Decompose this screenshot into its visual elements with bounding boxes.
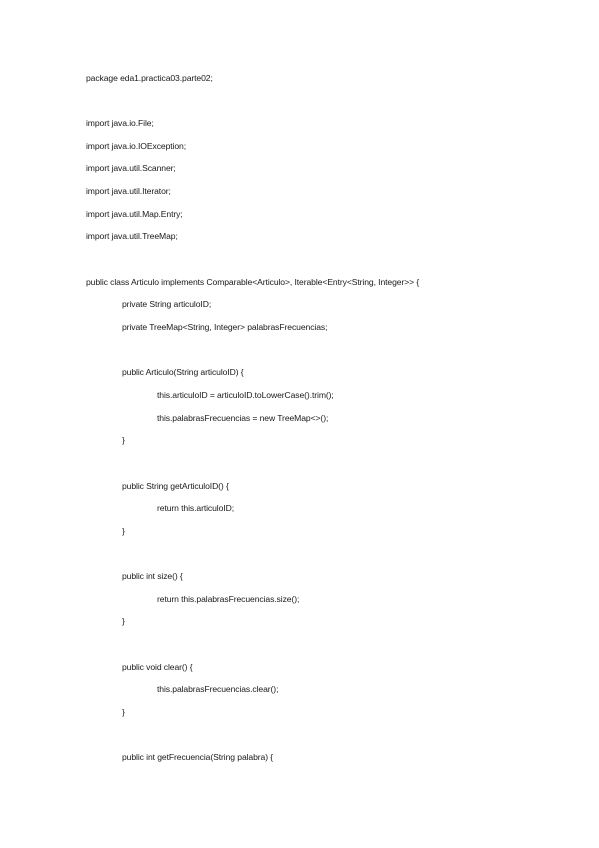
code-line-return-size: return this.palabrasFrecuencias.size(); bbox=[157, 594, 300, 604]
code-line-assign-map: this.palabrasFrecuencias = new TreeMap<>(); bbox=[157, 413, 329, 423]
code-line-field-palabras: private TreeMap<String, Integer> palabrasFrecuencias; bbox=[122, 322, 328, 332]
code-line-import-iterator: import java.util.Iterator; bbox=[86, 186, 171, 196]
code-line-class-declaration: public class Articulo implements Comparable<Articulo>, Iterable<Entry<String, Integer>> { bbox=[86, 277, 420, 287]
code-line-import-treemap: import java.util.TreeMap; bbox=[86, 231, 178, 241]
code-line-import-entry: import java.util.Map.Entry; bbox=[86, 209, 183, 219]
code-line-constructor: public Articulo(String articuloID) { bbox=[122, 367, 244, 377]
code-line-package: package eda1.practica03.parte02; bbox=[86, 73, 213, 83]
code-line-return-id: return this.articuloID; bbox=[157, 503, 234, 513]
code-line-close-brace: } bbox=[122, 616, 125, 626]
code-line-field-articuloid: private String articuloID; bbox=[122, 299, 212, 309]
code-line-clear-call: this.palabrasFrecuencias.clear(); bbox=[157, 684, 279, 694]
code-line-getfrecuencia-declaration: public int getFrecuencia(String palabra) { bbox=[122, 752, 274, 762]
code-line-close-brace: } bbox=[122, 707, 125, 717]
code-line-import-scanner: import java.util.Scanner; bbox=[86, 163, 176, 173]
code-line-close-brace: } bbox=[122, 435, 125, 445]
code-line-clear-declaration: public void clear() { bbox=[122, 662, 193, 672]
code-line-size-declaration: public int size() { bbox=[122, 571, 183, 581]
code-line-getter-declaration: public String getArticuloID() { bbox=[122, 481, 229, 491]
code-line-assign-id: this.articuloID = articuloID.toLowerCase().trim(); bbox=[157, 390, 334, 400]
code-line-import-file: import java.io.File; bbox=[86, 118, 154, 128]
code-line-close-brace: } bbox=[122, 526, 125, 536]
code-line-import-ioexception: import java.io.IOException; bbox=[86, 141, 186, 151]
